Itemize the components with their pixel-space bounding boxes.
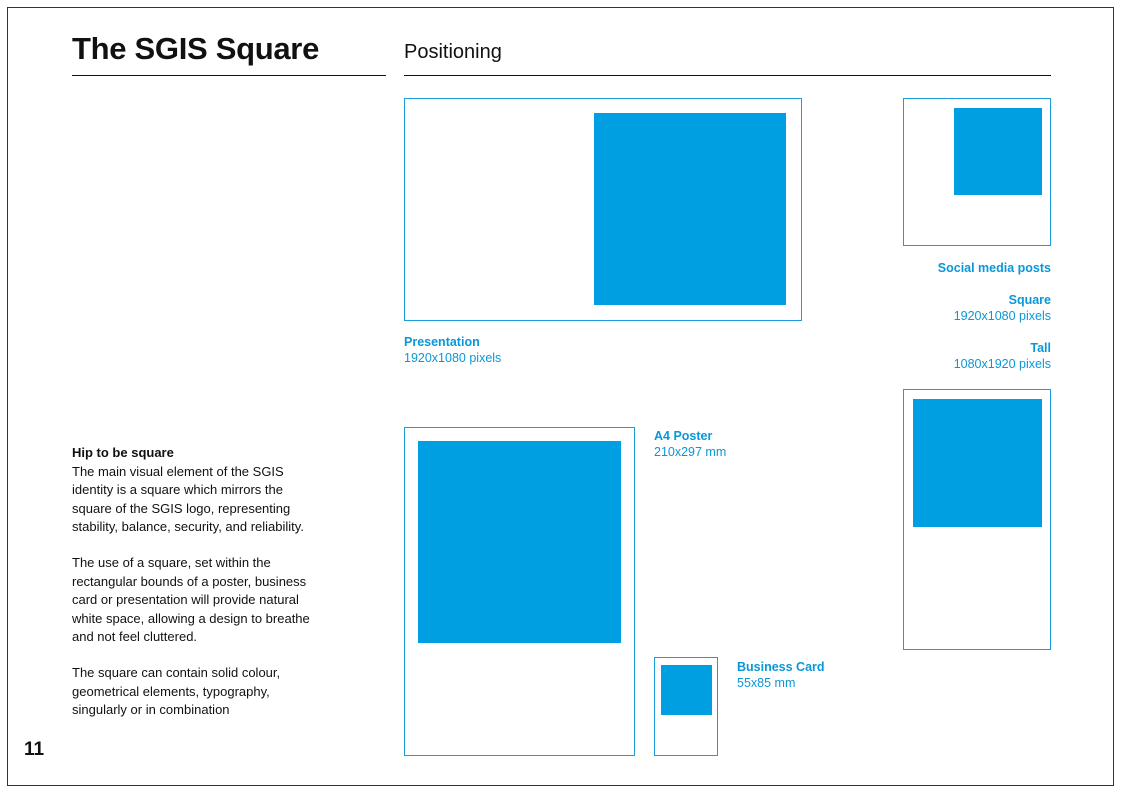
- business-card-caption: [737, 659, 825, 691]
- poster-frame: [404, 427, 635, 756]
- social-label: Social media posts: [937, 261, 1051, 275]
- intro-paragraph-1-text: The main visual element of the SGIS identity is a square which mirrors the square of the SGIS logo, representing stability, balance, security, and reliability.: [72, 463, 304, 535]
- business-card-label: Business Card: [737, 660, 825, 674]
- presentation-label: Presentation: [404, 335, 480, 349]
- section-rule: [404, 75, 1051, 76]
- business-card-size: 55x85 mm: [737, 676, 796, 690]
- business-card-square: [661, 665, 712, 715]
- business-card-frame: [654, 657, 718, 756]
- presentation-caption: [404, 334, 501, 366]
- presentation-frame: [404, 98, 802, 321]
- title-rule: [72, 75, 386, 76]
- social-tall-square: [913, 399, 1042, 527]
- presentation-square: [594, 113, 786, 305]
- section-title: Positioning: [404, 41, 502, 63]
- page-number: 11: [24, 739, 45, 760]
- intro-heading: Hip to be square: [72, 445, 174, 460]
- social-tall-size: 1080x1920 pixels: [953, 357, 1051, 371]
- poster-size: 210x297 mm: [654, 445, 727, 459]
- social-tall-frame: [903, 389, 1051, 650]
- intro-text: [72, 444, 312, 737]
- page-title: The SGIS Square: [72, 31, 320, 66]
- poster-label: A4 Poster: [654, 429, 713, 443]
- poster-square: [418, 441, 621, 643]
- social-caption: [851, 260, 1051, 372]
- intro-paragraph-2: The use of a square, set within the rectangular bounds of a poster, business card or presentation will provide natural white space, allowing a design to breathe and not feel cluttered.: [72, 554, 310, 645]
- poster-caption: [654, 428, 726, 460]
- social-square-label: Square: [1008, 293, 1051, 307]
- social-tall-label: Tall: [1030, 341, 1051, 355]
- presentation-size: 1920x1080 pixels: [404, 351, 502, 365]
- social-square-frame: [903, 98, 1051, 246]
- social-square-square: [954, 108, 1042, 195]
- intro-paragraph-3: The square can contain solid colour, geometrical elements, typography, singularly or in combination: [72, 664, 281, 718]
- social-square-size: 1920x1080 pixels: [953, 309, 1051, 323]
- intro-paragraph-1: [72, 444, 312, 537]
